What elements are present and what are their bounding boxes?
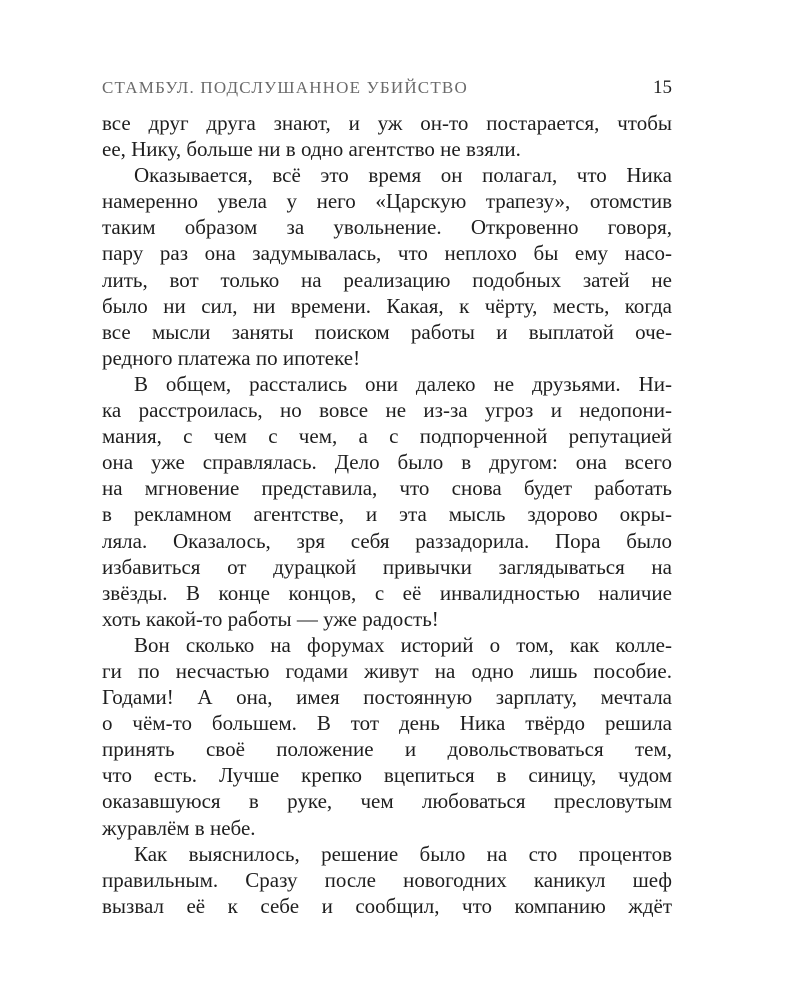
text-line: лить, вот только на реализацию подобных затей не: [102, 267, 672, 292]
text-line: Годами! А она, имея постоянную зарплату, мечтала: [102, 685, 672, 710]
text-line: все друг друга знают, и уж он-то постарается, чтобы: [102, 111, 672, 135]
text-line: звёзды. В конце концов, с её инвалидностью наличие: [102, 580, 672, 605]
page-number: 15: [653, 77, 672, 98]
text-line: что есть. Лучше крепко вцепиться в синицу, чудом: [102, 763, 672, 788]
text-line: она уже справлялась. Дело было в другом: она всего: [102, 450, 672, 475]
text-line: пару раз она задумывалась, что неплохо бы ему насо-: [102, 241, 672, 266]
book-page: [102, 78, 672, 919]
text-line: ка расстроилась, но вовсе не из-за угроз и недопони-: [102, 398, 672, 423]
text-line: журавлём в небе.: [102, 815, 256, 840]
paragraph: [102, 110, 672, 162]
text-line: в рекламном агентстве, и эта мысль здорово окры-: [102, 502, 672, 527]
paragraph: [102, 841, 672, 919]
text-line: принять своё положение и довольствоваться тем,: [102, 737, 672, 762]
running-head: [102, 78, 672, 108]
text-line: о чём-то большем. В тот день Ника твёрдо решила: [102, 711, 672, 736]
text-line: мания, с чем с чем, а с подпорченной репутацией: [102, 424, 672, 449]
body-text: [102, 110, 672, 919]
text-line: было ни сил, ни времени. Какая, к чёрту, месть, когда: [102, 293, 672, 318]
text-line: правильным. Сразу после новогодних каникул шеф: [102, 867, 672, 892]
text-line: вызвал её к себе и сообщил, что компанию ждёт: [102, 893, 672, 918]
running-title: СТАМБУЛ. ПОДСЛУШАННОЕ УБИЙСТВО: [102, 78, 468, 97]
text-line: хоть какой-то работы — уже радость!: [102, 606, 439, 631]
text-line: на мгновение представила, что снова будет работать: [102, 476, 672, 501]
text-line: ги по несчастью годами живут на одно лишь пособие.: [102, 658, 672, 683]
text-line: избавиться от дурацкой привычки заглядываться на: [102, 554, 672, 579]
text-line: Вон сколько на форумах историй о том, как колле-: [134, 632, 672, 657]
paragraph: [102, 162, 672, 371]
paragraph: [102, 632, 672, 841]
paragraph: [102, 371, 672, 632]
text-line: намеренно увела у него «Царскую трапезу», отомстив: [102, 189, 672, 214]
text-line: ее, Нику, больше ни в одно агентство не взяли.: [102, 137, 521, 162]
text-line: В общем, расстались они далеко не друзьями. Ни-: [134, 371, 672, 396]
text-line: все мысли заняты поиском работы и выплатой оче-: [102, 319, 672, 344]
text-line: ляла. Оказалось, зря себя раззадорила. Пора было: [102, 528, 672, 553]
text-line: таким образом за увольнение. Откровенно говоря,: [102, 215, 672, 240]
text-line: Как выяснилось, решение было на сто процентов: [134, 841, 672, 866]
text-line: оказавшуюся в руке, чем любоваться пресловутым: [102, 789, 672, 814]
text-line: редного платежа по ипотеке!: [102, 345, 361, 370]
text-line: Оказывается, всё это время он полагал, что Ника: [134, 163, 672, 188]
